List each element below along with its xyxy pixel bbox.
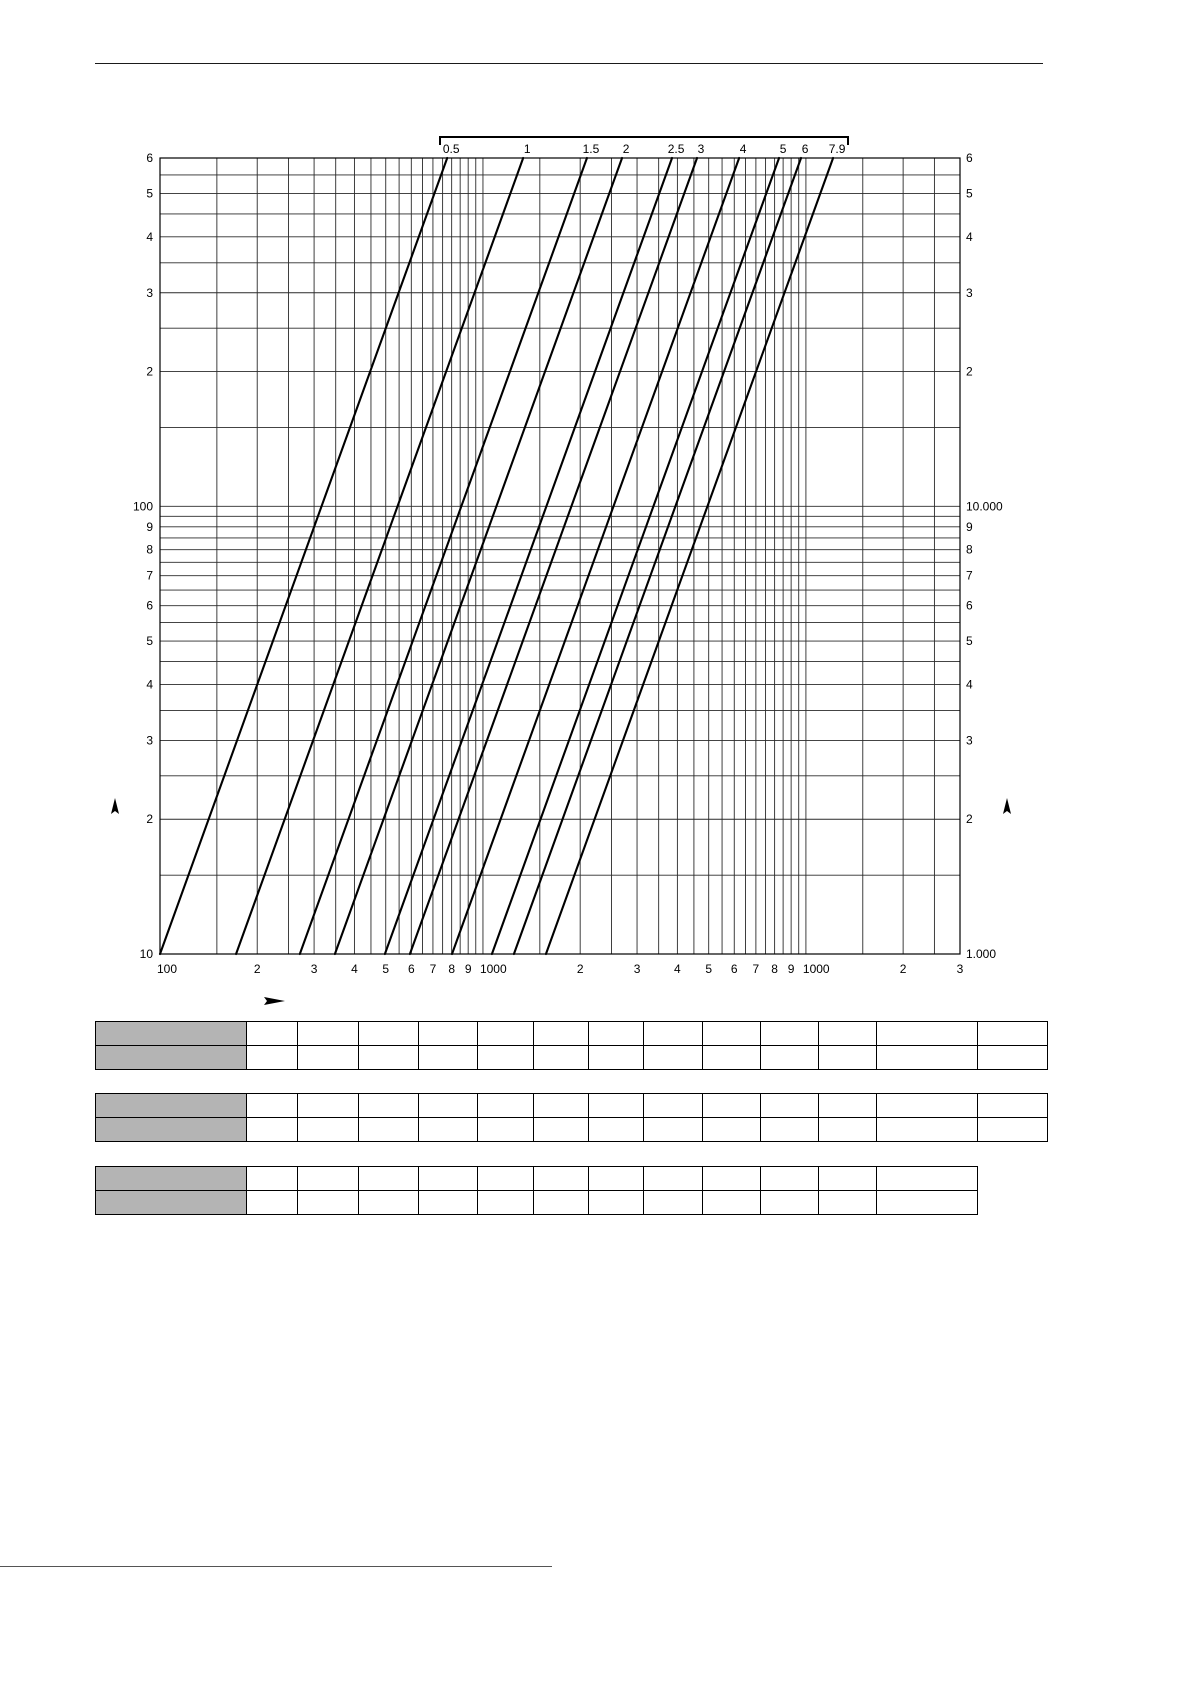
- curve-label: 4: [739, 142, 747, 156]
- table-cell: [819, 1118, 877, 1142]
- table-cell: [978, 1022, 1048, 1046]
- table-cell: [703, 1167, 761, 1191]
- table-cell: [359, 1094, 419, 1118]
- y-tick-label-left: 2: [146, 812, 153, 827]
- x-tick-label: 7: [752, 962, 760, 976]
- x-tick-label: 9: [464, 962, 472, 976]
- table-cell: [478, 1022, 534, 1046]
- table-cell: [589, 1191, 644, 1215]
- table-cell: [419, 1094, 478, 1118]
- y-tick-label-left: 9: [146, 519, 153, 534]
- table-cell: [298, 1191, 359, 1215]
- footer-rule: [0, 1566, 552, 1567]
- kv-curve-6: [514, 158, 801, 954]
- table-cell: [978, 1118, 1048, 1142]
- y-tick-label-left: 4: [146, 677, 153, 692]
- table-cell: [478, 1191, 534, 1215]
- table-cell: [978, 1094, 1048, 1118]
- table-cell: [359, 1118, 419, 1142]
- table-cell: [247, 1046, 298, 1070]
- table-cell: [877, 1167, 978, 1191]
- table-cell: [589, 1046, 644, 1070]
- table-cell: [644, 1167, 703, 1191]
- table-cell: [761, 1118, 819, 1142]
- table-row-label: [96, 1046, 247, 1070]
- table-cell: [703, 1191, 761, 1215]
- table-cell: [644, 1022, 703, 1046]
- table-cell: [534, 1191, 589, 1215]
- x-tick-label: 6: [407, 962, 415, 976]
- table-cell: [419, 1191, 478, 1215]
- x-tick-label: 4: [674, 962, 681, 976]
- curve-label: 6: [801, 142, 809, 156]
- kv-curve-1-5: [300, 158, 587, 954]
- table-cell: [761, 1046, 819, 1070]
- x-tick-label: 3: [310, 962, 318, 976]
- table-cell: [644, 1094, 703, 1118]
- y-tick-label-left: 7: [146, 568, 153, 583]
- table-cell: [703, 1094, 761, 1118]
- table-row-label: [96, 1094, 247, 1118]
- x-tick-label: 2: [576, 962, 584, 976]
- y-tick-label-right: 3: [966, 285, 973, 300]
- kv-curve-2-5: [385, 158, 672, 954]
- table-cell: [247, 1118, 298, 1142]
- y-tick-label-left: 8: [146, 542, 153, 557]
- x-tick-label: 2: [899, 962, 907, 976]
- table-cell: [819, 1191, 877, 1215]
- curve-label: 5: [779, 142, 787, 156]
- x-tick-label: 1000: [479, 962, 507, 976]
- y-tick-label-right: 9: [966, 519, 973, 534]
- arrow-right-icon: [263, 995, 287, 1007]
- x-tick-label: 3: [633, 962, 641, 976]
- curve-label: 3: [697, 142, 705, 156]
- table-cell: [534, 1022, 589, 1046]
- table-cell: [877, 1118, 978, 1142]
- table-cell: [478, 1167, 534, 1191]
- table-row: [96, 1046, 1048, 1070]
- kv-curve-2: [335, 158, 622, 954]
- table-cell: [761, 1022, 819, 1046]
- y-tick-label-left: 4: [146, 229, 153, 244]
- table-cell: [703, 1118, 761, 1142]
- y-tick-label-left: 2: [146, 364, 153, 379]
- table-row: [96, 1118, 1048, 1142]
- table-cell: [419, 1022, 478, 1046]
- table-cell: [534, 1046, 589, 1070]
- table-cell: [877, 1094, 978, 1118]
- table-cell: [359, 1022, 419, 1046]
- kv-curve-7-9: [546, 158, 833, 954]
- arrow-up-icon: [109, 797, 121, 817]
- y-tick-label-right: 6: [966, 598, 973, 613]
- table-cell: [478, 1094, 534, 1118]
- y-tick-label-right: 7: [966, 568, 973, 583]
- y-tick-label-left: 10: [139, 947, 153, 961]
- table-cell: [978, 1046, 1048, 1070]
- table-cell: [589, 1167, 644, 1191]
- table-cell: [419, 1046, 478, 1070]
- table-cell: [761, 1167, 819, 1191]
- table-cell: [298, 1046, 359, 1070]
- table-cell: [644, 1191, 703, 1215]
- table-cell: [298, 1022, 359, 1046]
- table-row: [96, 1191, 978, 1215]
- table-cell: [419, 1118, 478, 1142]
- table-cell: [247, 1191, 298, 1215]
- x-tick-label: 100: [157, 962, 178, 976]
- y-tick-label-left: 100: [132, 499, 153, 514]
- y-tick-label-right: 4: [966, 229, 973, 244]
- table-cell: [644, 1046, 703, 1070]
- table-cell: [589, 1118, 644, 1142]
- y-tick-label-right: 5: [966, 186, 973, 201]
- table-cell: [534, 1094, 589, 1118]
- data-table: [95, 1166, 978, 1215]
- table-row-label: [96, 1118, 247, 1142]
- curve-label-bracket: [440, 137, 848, 145]
- kv-curve-5: [492, 158, 779, 954]
- x-tick-label: 6: [730, 962, 738, 976]
- table-cell: [359, 1191, 419, 1215]
- table-cell: [359, 1046, 419, 1070]
- data-table: [95, 1021, 1048, 1070]
- table-cell: [703, 1022, 761, 1046]
- curve-label: 2: [622, 142, 630, 156]
- y-tick-label-left: 5: [146, 186, 153, 201]
- y-tick-label-right: 4: [966, 677, 973, 692]
- kv-curve-1: [236, 158, 523, 954]
- x-tick-label: 5: [382, 962, 390, 976]
- table-cell: [247, 1022, 298, 1046]
- table-cell: [589, 1022, 644, 1046]
- y-tick-label-left: 6: [146, 598, 153, 613]
- table-cell: [761, 1094, 819, 1118]
- table-cell: [819, 1094, 877, 1118]
- data-table: [95, 1093, 1048, 1142]
- x-tick-label: 3: [956, 962, 964, 976]
- table-row: [96, 1022, 1048, 1046]
- kv-curve-4: [452, 158, 739, 954]
- table-cell: [534, 1118, 589, 1142]
- y-tick-label-right: 2: [966, 812, 973, 827]
- table-cell: [819, 1022, 877, 1046]
- table-row-label: [96, 1191, 247, 1215]
- curve-label: 2.5: [667, 142, 685, 156]
- table-cell: [478, 1118, 534, 1142]
- table-cell: [703, 1046, 761, 1070]
- y-tick-label-right: 5: [966, 634, 973, 649]
- x-tick-label: 9: [787, 962, 795, 976]
- x-tick-label: 5: [705, 962, 713, 976]
- kv-curve-0-5: [160, 158, 447, 954]
- curve-label: 7.9: [828, 142, 846, 156]
- table-row-label: [96, 1167, 247, 1191]
- table-cell: [589, 1094, 644, 1118]
- y-tick-label-right: 1.000: [966, 947, 997, 961]
- y-tick-label-right: 10.000: [966, 499, 1003, 514]
- table-row: [96, 1094, 1048, 1118]
- y-tick-label-left: 3: [146, 733, 153, 748]
- y-tick-label-left: 6: [146, 151, 153, 165]
- kv-curve-3: [410, 158, 697, 954]
- table-cell: [877, 1022, 978, 1046]
- table-cell: [819, 1046, 877, 1070]
- table-cell: [478, 1046, 534, 1070]
- curve-label: 1: [523, 142, 531, 156]
- table-cell: [359, 1167, 419, 1191]
- x-tick-label: 1000: [802, 962, 830, 976]
- table-cell: [819, 1167, 877, 1191]
- table-cell: [877, 1046, 978, 1070]
- x-tick-label: 4: [351, 962, 358, 976]
- curve-label: 1.5: [582, 142, 600, 156]
- y-tick-label-right: 6: [966, 151, 973, 165]
- table-cell: [761, 1191, 819, 1215]
- table-cell: [877, 1191, 978, 1215]
- table-cell: [247, 1167, 298, 1191]
- y-tick-label-right: 2: [966, 364, 973, 379]
- y-tick-label-left: 3: [146, 285, 153, 300]
- x-tick-label: 8: [771, 962, 778, 976]
- table-cell: [298, 1094, 359, 1118]
- y-tick-label-right: 8: [966, 542, 973, 557]
- table-cell: [534, 1167, 589, 1191]
- table-cell: [298, 1118, 359, 1142]
- table-row-label: [96, 1022, 247, 1046]
- table-cell: [298, 1167, 359, 1191]
- y-tick-label-right: 3: [966, 733, 973, 748]
- x-tick-label: 7: [429, 962, 437, 976]
- table-cell: [644, 1118, 703, 1142]
- table-cell: [419, 1167, 478, 1191]
- y-tick-label-left: 5: [146, 634, 153, 649]
- x-tick-label: 2: [253, 962, 261, 976]
- table-cell: [247, 1094, 298, 1118]
- curve-label: 0.5: [442, 142, 460, 156]
- arrow-up-icon: [1001, 797, 1013, 817]
- table-row: [96, 1167, 978, 1191]
- x-tick-label: 8: [448, 962, 456, 976]
